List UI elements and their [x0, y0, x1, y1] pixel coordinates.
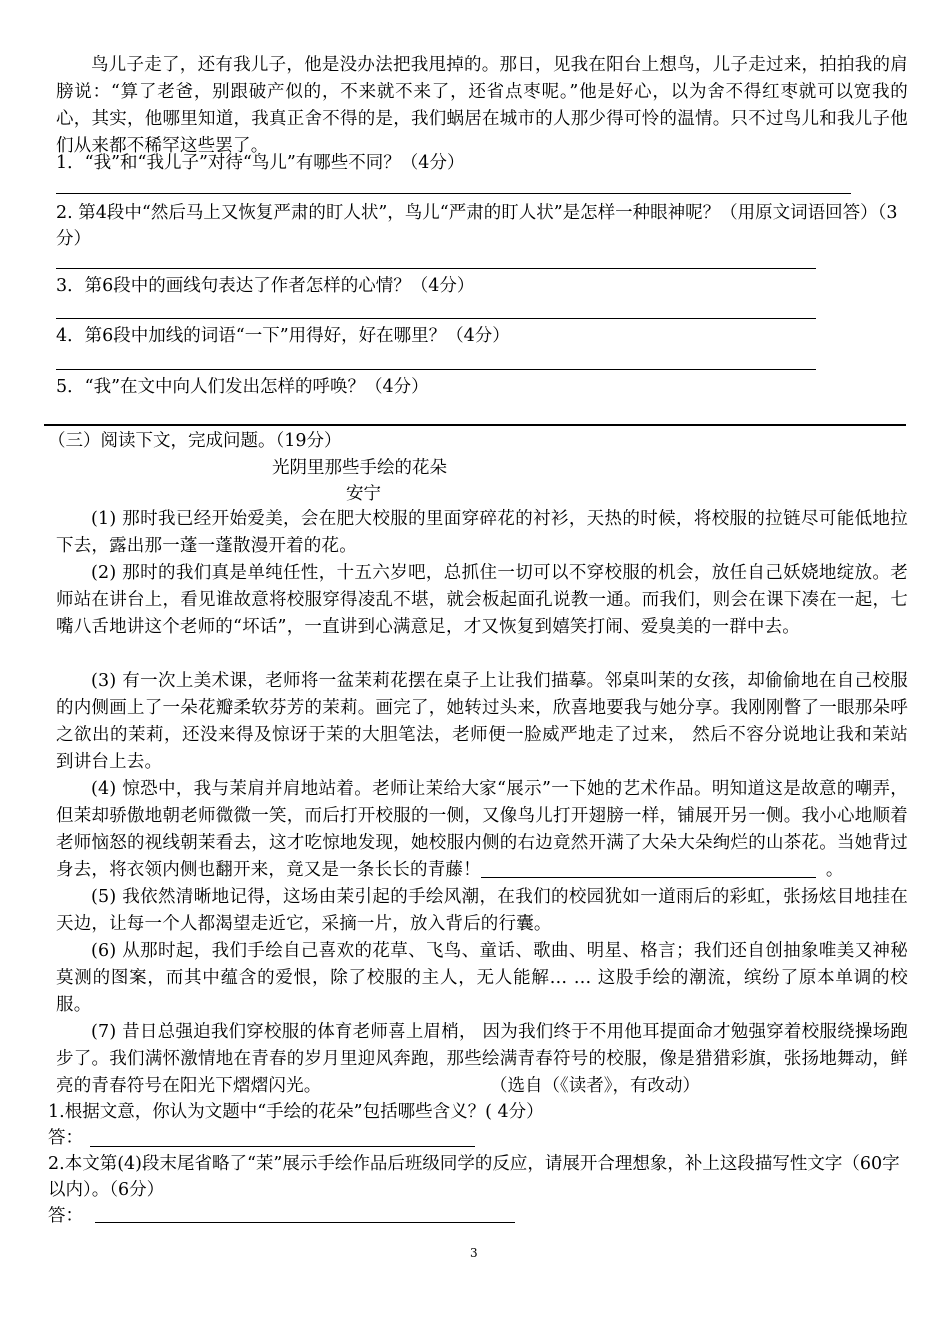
question-5: 5．“我”在文中向人们发出怎样的呼唤？（4分） — [56, 377, 429, 397]
article-paragraph-6: (6) 从那时起，我们手绘自己喜欢的花草、飞鸟、童话、歌曲、明星、格言；我们还自创抽象唯美又神秘莫测的图案，而其中蕴含的爱恨，除了校服的主人，无人能解… … 这股手绘的潮流，缤纷了原本单调的校服。 — [56, 941, 908, 1015]
section3-question-2: 2.本文第(4)段末尾省略了“茉”展示手绘作品后班级同学的反应，请展开合理想象，补上这段描写性文字（60字以内）。（6分） — [48, 1154, 900, 1200]
q1-answer-label: 答： — [48, 1128, 83, 1148]
question-2: 2. 第4段中“然后马上又恢复严肃的盯人状”，鸟儿“严肃的盯人状”是怎样一种眼神呢？（用原文词语回答）（3分） — [56, 203, 898, 249]
article-paragraph-3: (3) 有一次上美术课，老师将一盆茉莉花摆在桌子上让我们描摹。邻桌叫茉的女孩，却偷偷地在自己校服的内侧画上了一朵花瓣柔软芬芳的茉莉。画完了，她转过头来，欣喜地要我与她分享。我刚刚瞥了一眼那朵呼之欲出的茉莉，还没来得及惊讶于茉的大胆笔法，老师便一脸威严地走了过来， 然后不容分说地让我和茉站到讲台上去。 — [56, 671, 908, 772]
article-paragraph-4-text: (4) 惊恐中，我与茉肩并肩地站着。老师让茉给大家“展示”一下她的艺术作品。明知道这是故意的嘲弄，但茉却骄傲地朝老师微微一笑，而后打开校服的一侧，又像鸟儿打开翅膀一样，铺展开另一侧。我小心地顺着老师恼怒的视线朝茉看去，这才吃惊地发现，她校服内侧的右边竟然开满了大朵大朵绚烂的山茶花。当她背过身去，将衣领内侧也翻开来，竟又是一条长长的青藤！ — [56, 779, 908, 880]
article-paragraph-2: (2) 那时的我们真是单纯任性，十五六岁吧，总抓住一切可以不穿校服的机会，放任自己妖娆地绽放。老师站在讲台上，看见谁故意将校服穿得凌乱不堪，就会板起面孔说教一通。而我们，则会在课下凑在一起，七嘴八舌地讲这个老师的“坏话”，一直讲到心满意足，才又恢复到嬉笑打闹、爱臭美的一群中去。 — [56, 563, 908, 637]
question-4: 4．第6段中加线的词语“一下”用得好，好在哪里？（4分） — [56, 326, 510, 346]
answer-line-3 — [56, 318, 816, 319]
article-paragraph-7: (7) 昔日总强迫我们穿校服的体育老师喜上眉梢， 因为我们终于不用他耳提面命才勉强穿着校服绕操场跑步了。我们满怀激情地在青春的岁月里迎风奔跑，那些绘满青春符号的校服，像是猎猎彩旗，张扬地舞动，鲜亮的青春符号在阳光下熠熠闪光。 — [56, 1022, 908, 1096]
article-paragraph-4 — [56, 776, 908, 884]
paragraph-4-end-mark: 。 — [825, 860, 844, 880]
article-paragraph-1: (1) 那时我已经开始爱美，会在肥大校服的里面穿碎花的衬衫，天热的时候，将校服的拉链尽可能低地拉下去，露出那一蓬一蓬散漫开着的花。 — [56, 509, 908, 556]
fill-in-blank — [481, 857, 816, 878]
article-author: 安宁 — [346, 484, 381, 504]
page-number: 3 — [470, 1246, 478, 1260]
q2-answer-line — [95, 1222, 515, 1223]
section3-question-1: 1.根据文意，你认为文题中“手绘的花朵”包括哪些含义？( 4分） — [48, 1102, 544, 1122]
section-divider — [44, 424, 906, 426]
intro-paragraph: 鸟儿子走了，还有我儿子，他是没办法把我甩掉的。那日，见我在阳台上想鸟，儿子走过来，拍拍我的肩膀说：“算了老爸，别跟破产似的，不来就不来了，还省点枣呢。”他是好心，以为舍不得红枣就可以宽我的心，其实，他哪里知道，我真正舍不得的是，我们蜗居在城市的人那少得可怜的温情。只不过鸟儿和我儿子他们从来都不稀罕这些罢了。 — [56, 55, 908, 156]
section3-heading: （三）阅读下文，完成问题。（19分） — [48, 431, 342, 451]
article-source: （选自（《读者》，有改动） — [490, 1076, 700, 1096]
article-paragraph-5: (5) 我依然清晰地记得，这场由茉引起的手绘风潮，在我们的校园犹如一道雨后的彩虹，张扬炫目地挂在天边，让每一个人都渴望走近它，采摘一片，放入背后的行囊。 — [56, 887, 908, 934]
question-3: 3．第6段中的画线句表达了作者怎样的心情？（4分） — [56, 276, 475, 296]
article-title: 光阴里那些手绘的花朵 — [272, 458, 447, 478]
q2-answer-label: 答： — [48, 1206, 83, 1226]
answer-line-1 — [56, 193, 851, 194]
q1-answer-line — [90, 1146, 475, 1147]
answer-line-4 — [56, 369, 816, 370]
question-1: 1．“我”和“我儿子”对待“鸟儿”有哪些不同？（4分） — [56, 153, 465, 173]
answer-line-2 — [56, 268, 816, 269]
